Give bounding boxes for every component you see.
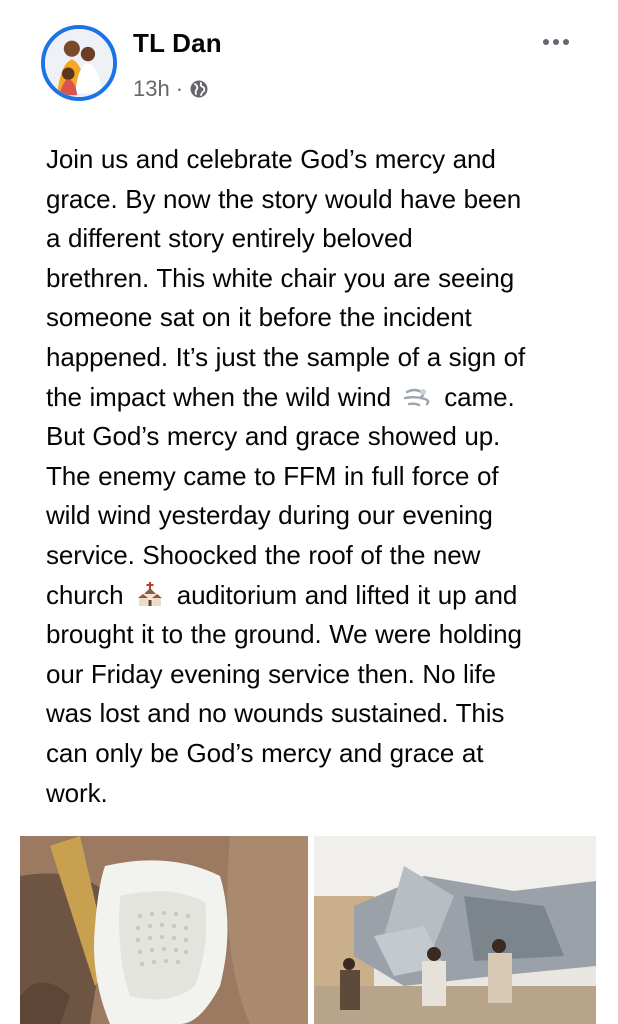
post-text-line: someone sat on it before the incident bbox=[46, 302, 472, 333]
post-text-line: brought it to the ground. We were holding bbox=[46, 619, 522, 650]
post-text-segment: the impact when the wild wind bbox=[46, 381, 392, 412]
meta-separator: · bbox=[175, 76, 184, 101]
post-photos bbox=[20, 836, 598, 1024]
author-name[interactable]: TL Dan bbox=[133, 28, 222, 58]
post-text-line: Join us and celebrate God’s mercy and bbox=[46, 144, 496, 174]
post-text-line: a different story entirely beloved bbox=[46, 223, 413, 254]
post-text-line: was lost and no wounds sustained. This bbox=[46, 698, 505, 729]
author-avatar[interactable] bbox=[41, 25, 117, 101]
more-options-icon[interactable] bbox=[534, 30, 578, 54]
post-timestamp[interactable]: 13h bbox=[133, 76, 170, 101]
post-text-line bbox=[46, 576, 586, 616]
post-body bbox=[46, 140, 586, 813]
post-text-line: happened. It’s just the sample of a sign of bbox=[46, 341, 526, 372]
post-text-line: brethren. This white chair you are seeing bbox=[46, 262, 515, 293]
avatar-photo bbox=[45, 29, 113, 97]
post-text-segment: church bbox=[46, 579, 124, 610]
post-text-line: grace. By now the story would have been bbox=[46, 183, 522, 214]
post-text-line: work. bbox=[46, 777, 108, 808]
post-text-line: service. Shoocked the roof of the new bbox=[46, 539, 481, 570]
white-chair-photo[interactable] bbox=[20, 836, 308, 1024]
wind-face-emoji bbox=[403, 382, 433, 408]
post-text-line bbox=[46, 378, 586, 418]
post-meta bbox=[133, 74, 209, 104]
post-text-segment: auditorium and lifted it up and bbox=[176, 579, 518, 610]
post-text-line: wild wind yesterday during our evening bbox=[46, 500, 493, 531]
post-text-segment: came. bbox=[444, 381, 515, 412]
globe-icon[interactable] bbox=[189, 79, 209, 99]
post-header bbox=[0, 0, 618, 120]
post-text-line: The enemy came to FFM in full force of bbox=[46, 460, 499, 491]
post-text-line: can only be God’s mercy and grace at bbox=[46, 737, 484, 768]
post-text-line: But God’s mercy and grace showed up. bbox=[46, 421, 501, 452]
collapsed-roof-photo[interactable] bbox=[314, 836, 596, 1024]
post-text-line: our Friday evening service then. No life bbox=[46, 658, 496, 689]
church-emoji bbox=[135, 580, 165, 606]
